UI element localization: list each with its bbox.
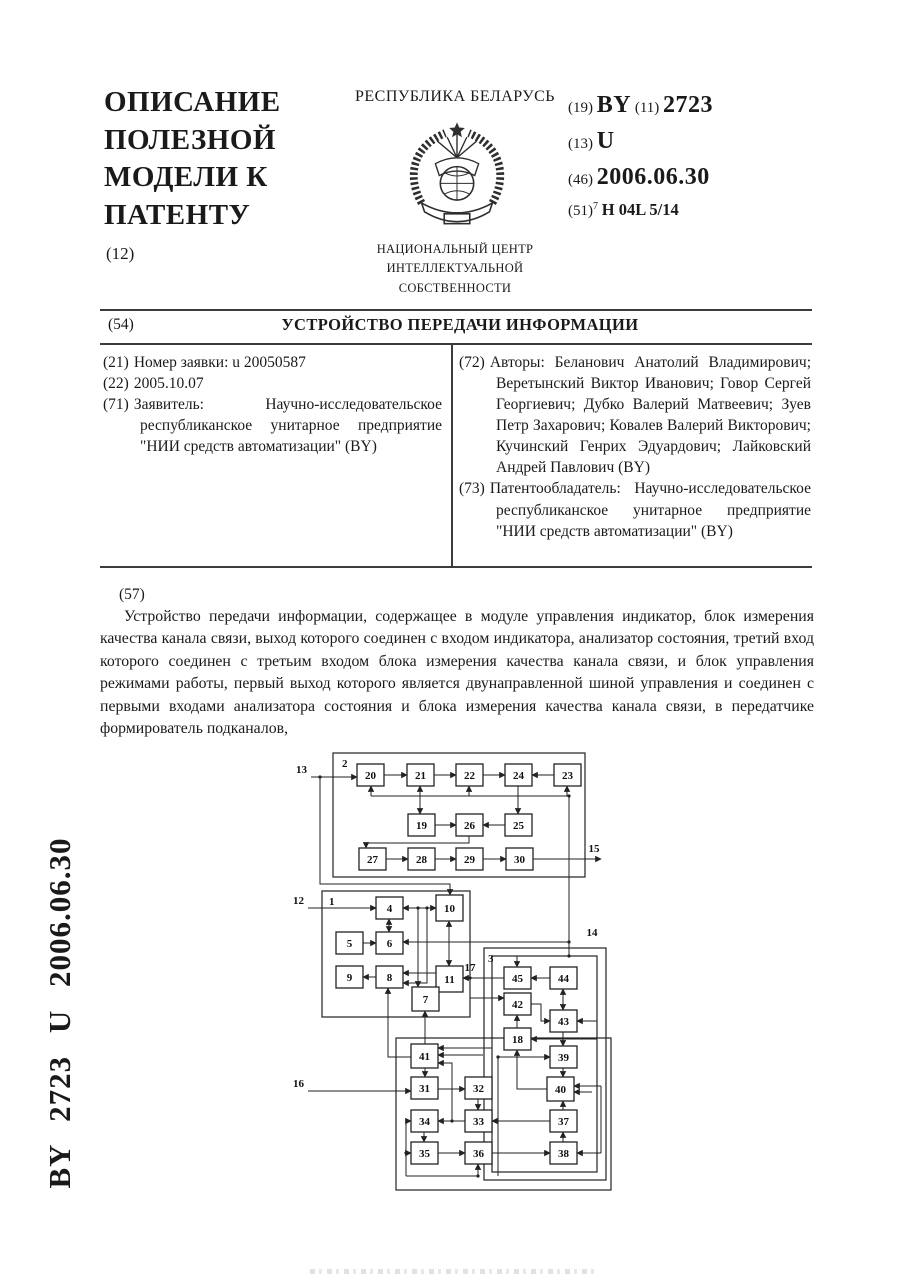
inid-code-13: (13)	[568, 136, 593, 152]
diagram-block-number: 22	[464, 770, 475, 782]
doc-type-line: МОДЕЛИ К	[104, 161, 268, 194]
inid-code-12: (12)	[106, 244, 135, 263]
rule-bottom	[100, 566, 812, 568]
diagram-block-number: 23	[562, 770, 573, 782]
column-divider	[451, 344, 453, 566]
diagram-junction-dot	[567, 954, 570, 957]
ipc-class: H 04L 5/14	[601, 200, 679, 219]
office-line: НАЦИОНАЛЬНЫЙ ЦЕНТР	[376, 242, 534, 256]
diagram-label-2: 2	[342, 758, 348, 770]
diagram-block-number: 33	[473, 1116, 484, 1128]
diagram-block-number: 32	[473, 1083, 484, 1095]
publication-codes	[568, 92, 713, 229]
diagram-block-number: 11	[444, 974, 455, 986]
diagram-junction-dot	[468, 976, 471, 979]
kind-code: U	[596, 128, 615, 154]
diagram-block-number: 37	[558, 1116, 569, 1128]
code-row-country-number	[568, 92, 713, 119]
applicant: (71) Заявитель: Научно-исследовательское республиканское унитарное предприятие "НИИ средств автоматизации" (BY)	[103, 396, 442, 456]
diagram-block-number: 19	[416, 820, 427, 832]
diagram-connector	[531, 1004, 550, 1021]
diagram-connector	[517, 1050, 547, 1089]
diagram-block-number: 44	[558, 973, 569, 985]
office-line: СОБСТВЕННОСТИ	[398, 280, 512, 295]
inid-code-51: $(51)^7$	[568, 201, 598, 219]
diagram-connector	[517, 956, 569, 967]
diagram-block-number: 40	[555, 1084, 566, 1096]
diagram-label-15: 15	[588, 843, 600, 855]
doc-type-line: ПОЛЕЗНОЙ	[104, 123, 276, 156]
diagram-block-number: 20	[365, 770, 376, 782]
code-row-ipc	[568, 200, 713, 220]
biblio-left-column	[103, 352, 442, 457]
diagram-junction-dot	[450, 1119, 453, 1122]
diagram-connector	[366, 836, 469, 848]
diagram-junction-dot	[567, 794, 570, 797]
diagram-group-rect	[484, 948, 606, 1180]
diagram-block-number: 34	[419, 1116, 430, 1128]
diagram-connector	[438, 1063, 452, 1121]
scan-artifact-strip	[310, 1269, 596, 1274]
diagram-block-number: 30	[514, 854, 525, 866]
diagram-label-12: 12	[293, 895, 304, 907]
block-diagram-figure	[285, 740, 625, 1205]
diagram-label-14: 14	[586, 927, 598, 939]
diagram-block-number: 39	[558, 1052, 569, 1064]
diagram-block-number: 7	[422, 994, 429, 1006]
diagram-junction-dot	[567, 940, 570, 943]
diagram-block-number: 4	[386, 903, 393, 915]
diagram-connector	[388, 988, 411, 1057]
office-name	[352, 240, 558, 298]
diagram-junction-dot	[318, 775, 321, 778]
authors: (72) Авторы: Беланович Анатолий Владимирович; Веретынский Виктор Иванович; Говор Сергей Георгиевич; Дубко Валерий Матвеевич; Зуев Петр Захарович; Ковалев Валерий Викторович; Кучинский Генрих Эдуардович; Лайковский Андрей Павлович (BY)	[459, 354, 811, 477]
diagram-block-number: 8	[386, 972, 393, 984]
diagram-block-number: 43	[558, 1016, 569, 1028]
inid-code-46: (46)	[568, 172, 593, 188]
doc-type-title	[104, 84, 281, 235]
publication-number: 2723	[663, 92, 714, 118]
patent-holder: (73) Патентообладатель: Научно-исследовательское республиканское унитарное предприятие "НИИ средств автоматизации" (BY)	[459, 480, 811, 540]
belarus-coat-of-arms-icon	[398, 112, 516, 241]
diagram-block-number: 18	[512, 1034, 523, 1046]
doc-type-line: ПАТЕНТУ	[104, 199, 251, 232]
inid-code-19: (19)	[568, 100, 593, 116]
inid-code-54: (54)	[108, 316, 134, 333]
diagram-block-number: 28	[416, 854, 427, 866]
application-number: (21) Номер заявки: u 20050587	[103, 354, 306, 371]
diagram-block-number: 25	[513, 820, 524, 832]
diagram-block-number: 5	[346, 938, 353, 950]
diagram-block-number: 21	[415, 770, 426, 782]
country-name: РЕСПУБЛИКА БЕЛАРУСЬ	[355, 88, 555, 105]
diagram-block-number: 9	[346, 972, 353, 984]
diagram-block-number: 24	[513, 770, 524, 782]
diagram-junction-dot	[476, 1174, 479, 1177]
diagram-block-number: 35	[419, 1148, 430, 1160]
diagram-label-17: 17	[464, 962, 476, 974]
diagram-label-13: 13	[296, 764, 307, 776]
doc-type-line: ОПИСАНИЕ	[104, 86, 281, 118]
inid-code-11: (11)	[634, 100, 660, 116]
diagram-block-number: 6	[386, 938, 393, 950]
rule-mid	[100, 343, 812, 345]
rule-top	[100, 309, 812, 311]
diagram-block-number: 29	[464, 854, 475, 866]
diagram-junction-dot	[404, 1151, 407, 1154]
diagram-block-number: 10	[444, 903, 455, 915]
code-row-kind	[568, 128, 713, 155]
office-line: ИНТЕЛЛЕКТУАЛЬНОЙ	[386, 261, 524, 276]
country-code: BY	[596, 92, 632, 118]
diagram-block-number: 38	[558, 1148, 569, 1160]
ipc-edition-sup: 7	[593, 201, 598, 212]
invention-title: УСТРОЙСТВО ПЕРЕДАЧИ ИНФОРМАЦИИ	[281, 315, 639, 334]
biblio-right-column	[459, 352, 811, 542]
diagram-block-number: 41	[419, 1051, 430, 1063]
diagram-block-number: 36	[473, 1148, 484, 1160]
filing-date: (22) 2005.10.07	[103, 375, 204, 393]
diagram-block-number: 42	[512, 999, 523, 1011]
abstract-paragraph: Устройство передачи информации, содержащее в модуле управления индикатор, блок измерения качества канала связи, выход которого соединен с входом индикатора, анализатор состояния, третий вход которого соединен с третьим входом блока измерения качества канала связи, и блок управления режимами работы, первый выход которого является двунаправленной шиной управления и соединен с первыми входами анализатора состояния и блока измерения качества канала связи, в передатчике формирователь подканалов,	[100, 608, 814, 738]
diagram-label-16: 16	[293, 1078, 304, 1090]
inid-code-57: (57)	[119, 586, 145, 603]
diagram-block-number: 31	[419, 1083, 430, 1095]
diagram-connector	[406, 1121, 411, 1176]
diagram-junction-dot	[416, 906, 419, 909]
diagram-junction-dot	[425, 906, 428, 909]
diagram-block-number: 27	[367, 854, 378, 866]
diagram-junction-dot	[496, 1055, 499, 1058]
diagram-connector	[403, 908, 427, 983]
diagram-connector	[470, 978, 504, 998]
diagram-block-number: 45	[512, 973, 523, 985]
diagram-block-number: 26	[464, 820, 475, 832]
publication-date: 2006.06.30	[596, 164, 710, 190]
code-row-date	[568, 164, 713, 191]
diagram-label-1: 1	[329, 896, 335, 908]
sidebar-publication-number: BY 2723 U 2006.06.30	[42, 837, 77, 1189]
diagram-label-3: 3	[488, 953, 494, 965]
